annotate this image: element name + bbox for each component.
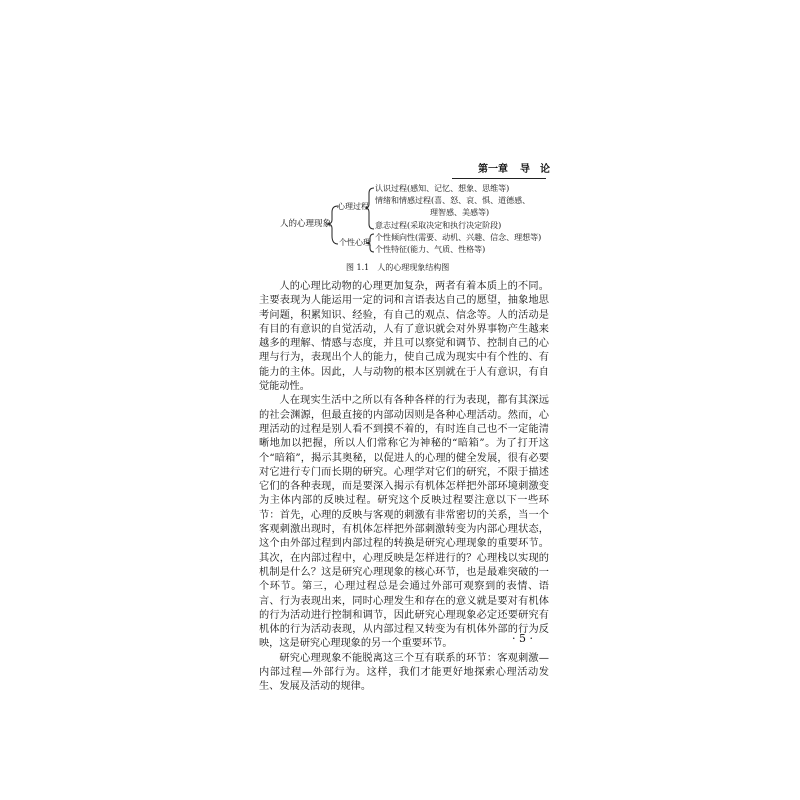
diagram-item: 情绪和情感过程(喜、怒、哀、惧、道德感、 [375, 196, 531, 205]
diagram-item: 认识过程(感知、记忆、想象、思维等) [375, 184, 510, 193]
structure-diagram [280, 184, 550, 256]
diagram-process-label: 心理过程 [337, 202, 369, 211]
diagram-item: 意志过程(采取决定和执行决定阶段) [375, 221, 502, 230]
diagram-personality-label: 个性心理 [339, 238, 371, 247]
diagram-item: 理智感、美感等) [430, 208, 490, 217]
header-word-1: 导 [520, 164, 530, 175]
chapter-label: 第一章 [478, 164, 508, 175]
paragraph: 研究心理现象不能脱离这三个互有联系的环节：客观刺激—内部过程—外部行为。这样，我们才能更好地探索心理活动发生、发展及活动的规律。 [259, 652, 549, 693]
paragraph: 人在现实生活中之所以有各种各样的行为表现，都有其深远的社会渊源，但最直接的内部动因则是各种心理活动。然而，心理活动的过程是别人看不到摸不着的，有时连自己也不一定能清晰地加以把握，所以人们常称它为神秘的“暗箱”。为了打开这个“暗箱”，揭示其奥秘，以促进人的心理的健全发展，很有必要对它进行专门而长期的研究。心理学对它们的研究，不限于描述它们的各种表现，而是要深入揭示有机体怎样把外部环境刺激变为主体内部的反映过程。研究这个反映过程要注意以下一些环节：首先，心理的反映与客观的刺激有非常密切的关系，当一个客观刺激出现时，有机体怎样把外部刺激转变为内部心理状态，这个由外部过程到内部过程的转换是研究心理现象的重要环节。其次，在内部过程中，心理反映是怎样进行的？心理栈以实现的机制是什么？这是研究心理现象的核心环节，也是最难突破的一个环节。第三，心理过程总是会通过外部可观察到的表情、语言、行为表现出来，同时心理发生和存在的意义就是要对有机体的行为活动进行控制和调节，因此研究心理现象必定还要研究有机体的行为活动表现，从内部过程又转变为有机体外部的行为反映，这是研究心理现象的另一个重要环节。 [259, 395, 549, 650]
figure-caption: 图 1.1 人的心理现象结构图 [346, 263, 450, 272]
diagram-item: 个性特征(能力、气质、性格等) [375, 245, 486, 254]
header-word-2: 论 [540, 164, 550, 175]
body-text [259, 280, 549, 695]
diagram-item: 个性倾向性(需要、动机、兴趣、信念、理想等) [375, 233, 542, 242]
diagram-root: 人的心理现象 [280, 219, 332, 229]
paragraph: 人的心理比动物的心理更加复杂，两者有着本质上的不同。主要表现为人能运用一定的词和言语表达自己的愿望，抽象地思考问题，积累知识、经验，有自己的观点、信念等。人的活动是有目的有意识的自觉活动，人有了意识就会对外界事物产生越来越多的理解、情感与态度，并且可以察觉和调节、控制自己的心理与行为，表现出个人的能力，使自己成为现实中有个性的、有能力的主体。因此，人与动物的根本区别就在于人有意识，有自觉能动性。 [259, 281, 549, 393]
page-number: · 5 · [512, 632, 533, 645]
running-header [452, 160, 550, 179]
